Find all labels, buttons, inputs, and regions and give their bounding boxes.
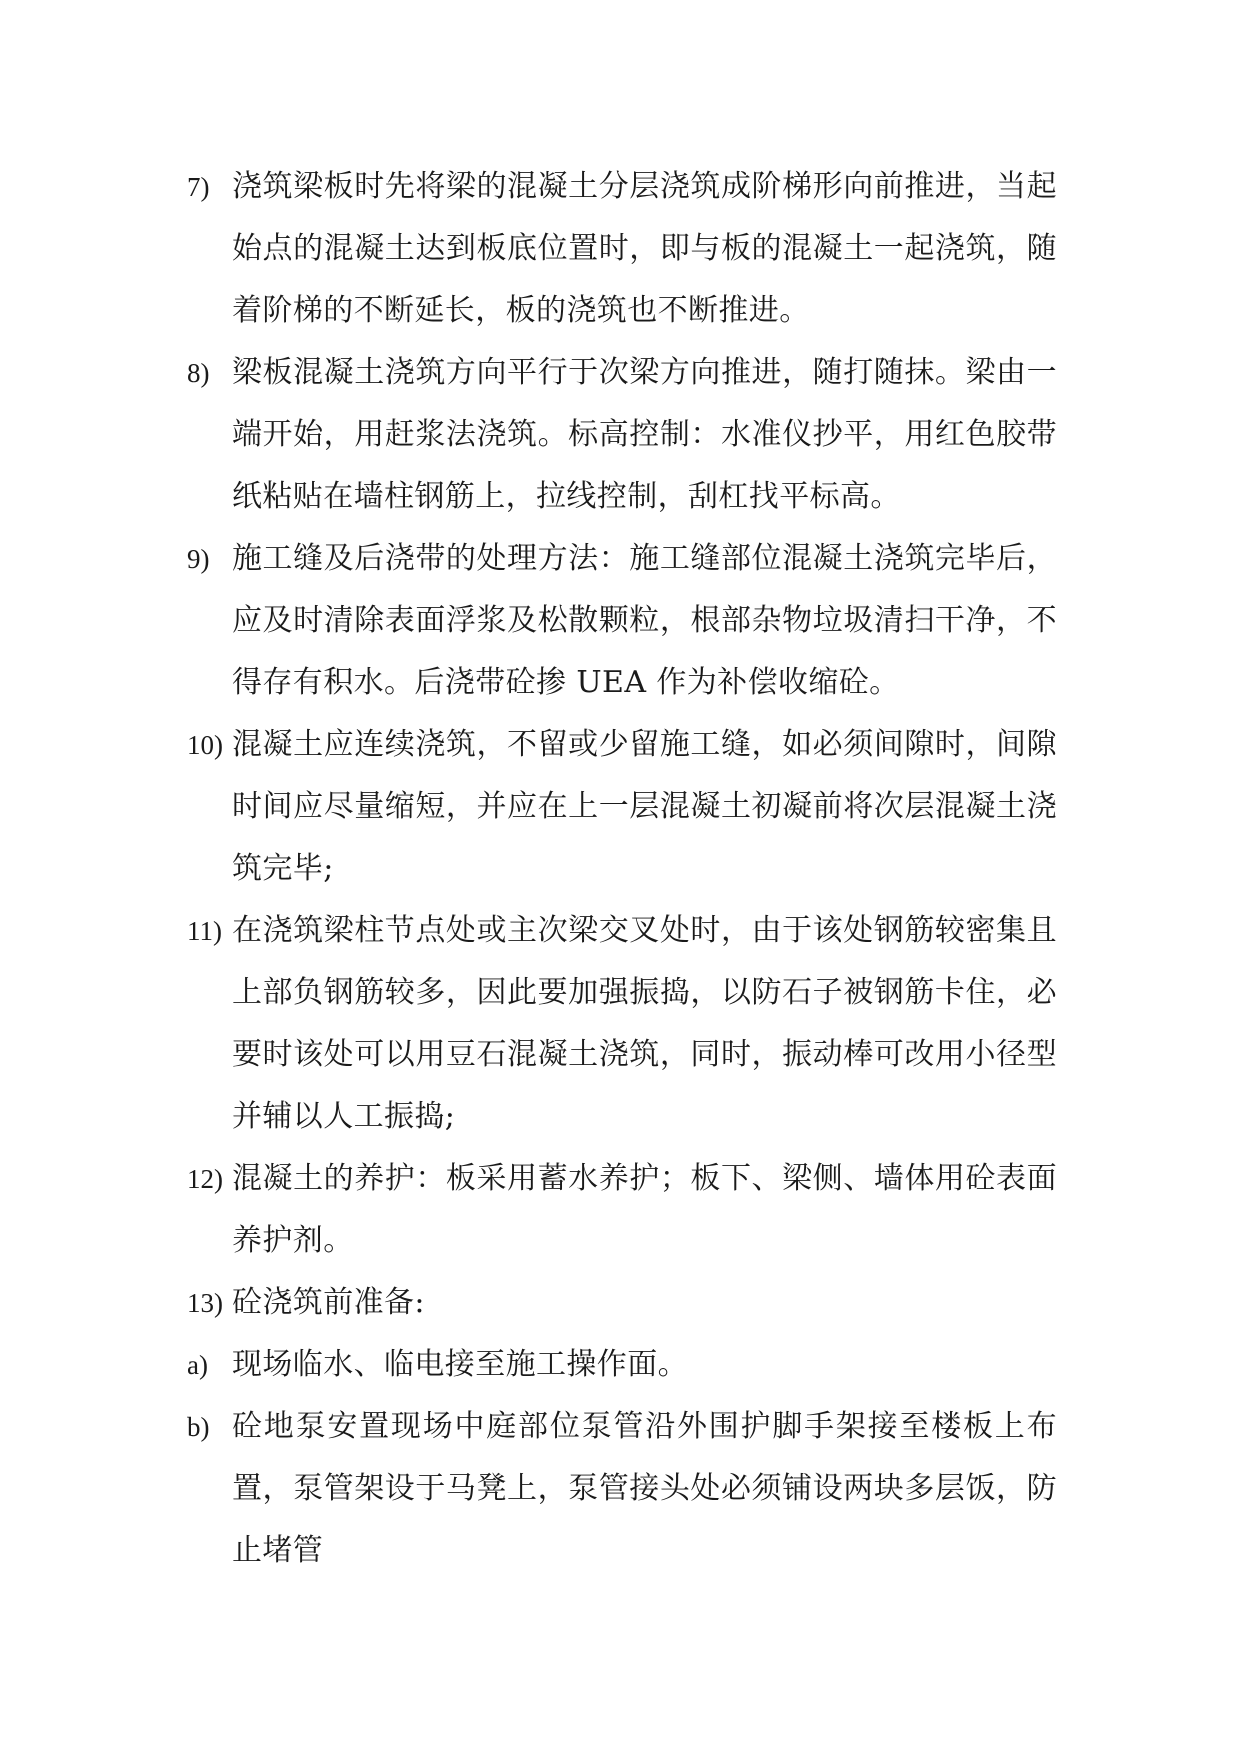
item-text: 混凝土的养护：板采用蓄水养护；板下、梁侧、墙体用砼表面养护剂。	[232, 1161, 1057, 1258]
item-letter: b)	[187, 1412, 210, 1442]
item-text: 浇筑梁板时先将梁的混凝土分层浇筑成阶梯形向前推进，当起始点的混凝土达到板底位置时，即与板的混凝土一起浇筑，随着阶梯的不断延长，板的浇筑也不断推进。	[232, 169, 1057, 328]
item-number: 13)	[187, 1288, 223, 1318]
item-text: 混凝土应连续浇筑，不留或少留施工缝，如必须间隙时，间隙时间应尽量缩短，并应在上一层混凝土初凝前将次层混凝土浇筑完毕;	[232, 727, 1057, 886]
construction-steps-list	[187, 156, 1057, 1582]
item-number: 11)	[187, 916, 222, 946]
item-number: 10)	[187, 730, 223, 760]
list-item	[187, 342, 1057, 528]
item-text: 现场临水、临电接至施工操作面。	[232, 1347, 688, 1382]
item-text: 砼浇筑前准备:	[232, 1285, 425, 1320]
list-item	[187, 900, 1057, 1148]
item-text: 梁板混凝土浇筑方向平行于次梁方向推进，随打随抹。梁由一端开始，用赶浆法浇筑。标高控制：水准仪抄平，用红色胶带纸粘贴在墙柱钢筋上，拉线控制，刮杠找平标高。	[232, 355, 1057, 514]
list-item	[187, 714, 1057, 900]
list-item	[187, 1334, 1057, 1396]
item-text: 在浇筑梁柱节点处或主次梁交叉处时，由于该处钢筋较密集且上部负钢筋较多，因此要加强振捣，以防石子被钢筋卡住，必要时该处可以用豆石混凝土浇筑，同时，振动棒可改用小径型并辅以人工振捣;	[232, 913, 1057, 1134]
item-number: 12)	[187, 1164, 223, 1194]
list-item	[187, 1148, 1057, 1272]
item-number: 8)	[187, 358, 210, 388]
item-text: 砼地泵安置现场中庭部位泵管沿外围护脚手架接至楼板上布置，泵管架设于马凳上，泵管接头处必须铺设两块多层饭，防止堵管	[232, 1409, 1057, 1568]
list-item	[187, 1272, 1057, 1334]
item-number: 7)	[187, 172, 210, 202]
list-item	[187, 156, 1057, 342]
list-item	[187, 528, 1057, 714]
list-item	[187, 1396, 1057, 1582]
item-text: 施工缝及后浇带的处理方法：施工缝部位混凝土浇筑完毕后，应及时清除表面浮浆及松散颗粒，根部杂物垃圾清扫干净，不得存有积水。后浇带砼掺 UEA 作为补偿收缩砼。	[232, 541, 1057, 700]
item-number: 9)	[187, 544, 210, 574]
item-letter: a)	[187, 1350, 208, 1380]
